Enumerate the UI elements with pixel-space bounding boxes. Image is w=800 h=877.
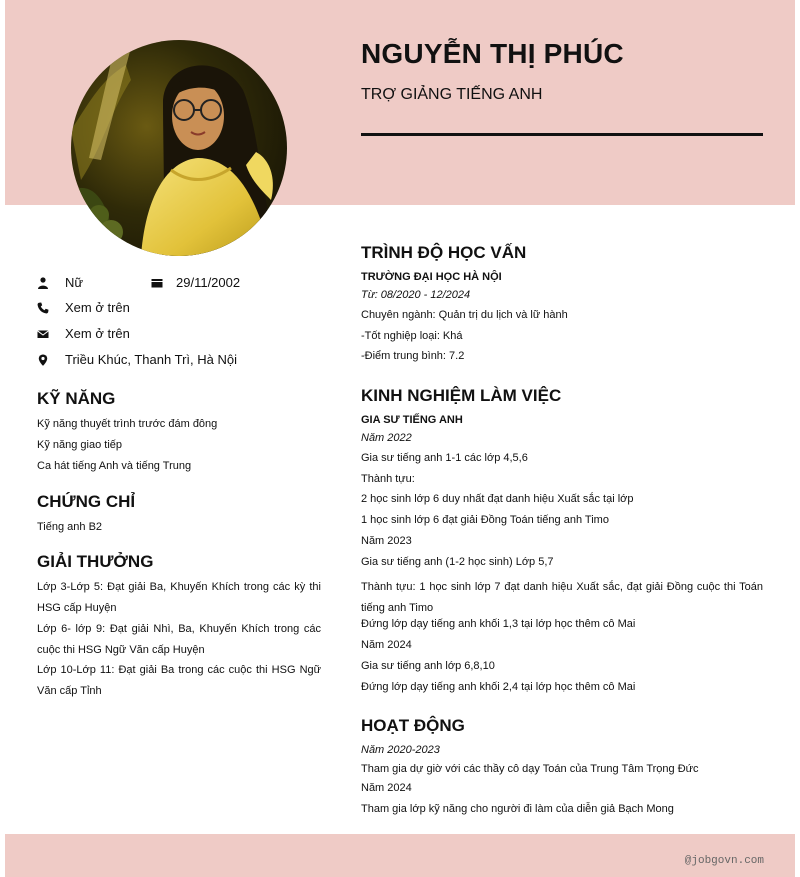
experience-line: Gia sư tiếng anh (1-2 học sinh) Lớp 5,7	[361, 556, 554, 568]
name-divider	[361, 133, 763, 136]
candidate-name: NGUYỄN THỊ PHÚC	[361, 38, 624, 69]
experience-position: GIA SƯ TIẾNG ANH	[361, 414, 463, 426]
address-row	[37, 352, 237, 367]
activities-title: HOẠT ĐỘNG	[361, 716, 465, 735]
activity-line: Tham gia lớp kỹ năng cho người đi làm của diễn giả Bạch Mong	[361, 803, 674, 815]
email-value: Xem ở trên	[65, 326, 130, 341]
phone-row	[37, 300, 130, 315]
skill-item: Kỹ năng giao tiếp	[37, 439, 123, 451]
address-value: Triều Khúc, Thanh Trì, Hà Nội	[65, 352, 237, 367]
experience-period: Năm 2022	[361, 432, 412, 444]
envelope-icon	[37, 328, 49, 340]
footer-band	[5, 834, 795, 877]
dob-row	[151, 275, 240, 290]
phone-icon	[37, 302, 49, 314]
email-row	[37, 326, 130, 341]
experience-line: Gia sư tiếng anh 1-1 các lớp 4,5,6	[361, 452, 528, 464]
award-item: Lớp 6- lớp 9: Đạt giải Nhì, Ba, Khuyến Khích trong các cuộc thi HSG Ngữ Văn cấp Huyện	[37, 623, 321, 656]
experience-line: 1 học sinh lớp 6 đạt giải Đồng Toán tiếng anh Timo	[361, 514, 609, 526]
footer-watermark: @jobgovn.com	[684, 855, 764, 867]
award-item: Lớp 10-Lớp 11: Đạt giải Ba trong các cuộc thi HSG Ngữ Văn cấp Tỉnh	[37, 664, 321, 697]
experience-line: Gia sư tiếng anh lớp 6,8,10	[361, 660, 495, 672]
education-line: -Điểm trung bình: 7.2	[361, 350, 465, 362]
gender-row	[37, 275, 83, 290]
experience-line: Thành tựu:	[361, 473, 415, 485]
award-item: Lớp 3-Lớp 5: Đạt giải Ba, Khuyến Khích trong các kỳ thi HSG cấp Huyện	[37, 581, 321, 614]
map-pin-icon	[37, 354, 49, 366]
skill-item: Kỹ năng thuyết trình trước đám đông	[37, 418, 218, 430]
education-line: -Tốt nghiệp loại: Khá	[361, 330, 463, 342]
skill-item: Ca hát tiếng Anh và tiếng Trung	[37, 460, 192, 472]
experience-line: Thành tựu: 1 học sinh lớp 7 đạt danh hiệu Xuất sắc, đạt giải Đồng cuộc thi Toán tiếng anh Timo	[361, 581, 763, 614]
experience-line: Năm 2023	[361, 535, 412, 547]
gender-value: Nữ	[65, 275, 84, 290]
calendar-icon	[151, 277, 163, 289]
activity-line: Năm 2024	[361, 782, 412, 794]
experience-line: Năm 2024	[361, 639, 412, 651]
experience-line: Đứng lớp dạy tiếng anh khối 1,3 tại lớp học thêm cô Mai	[361, 618, 636, 630]
experience-title: KINH NGHIỆM LÀM VIỆC	[361, 386, 562, 405]
education-line: Chuyên ngành: Quản trị du lịch và lữ hành	[361, 309, 568, 321]
awards-title: GIẢI THƯỞNG	[37, 552, 154, 571]
skills-title: KỸ NĂNG	[37, 389, 116, 408]
education-school: TRƯỜNG ĐẠI HỌC HÀ NỘI	[361, 271, 502, 283]
phone-value: Xem ở trên	[65, 300, 130, 315]
activity-line: Tham gia dự giờ với các thầy cô dạy Toán của Trung Tâm Trọng Đức	[361, 763, 699, 775]
education-period: Từ: 08/2020 - 12/2024	[361, 289, 471, 301]
profile-photo	[71, 40, 287, 256]
certificates-title: CHỨNG CHỈ	[37, 492, 136, 511]
dob-value: 29/11/2002	[176, 275, 241, 290]
activities-period: Năm 2020-2023	[361, 744, 440, 756]
education-title: TRÌNH ĐỘ HỌC VẤN	[361, 243, 527, 262]
person-icon	[37, 277, 49, 289]
experience-line: Đứng lớp dạy tiếng anh khối 2,4 tại lớp học thêm cô Mai	[361, 681, 636, 693]
certificate-item: Tiếng anh B2	[37, 521, 103, 533]
experience-line: 2 học sinh lớp 6 duy nhất đạt danh hiệu Xuất sắc tại lớp	[361, 493, 634, 505]
candidate-role: TRỢ GIẢNG TIẾNG ANH	[361, 86, 543, 103]
